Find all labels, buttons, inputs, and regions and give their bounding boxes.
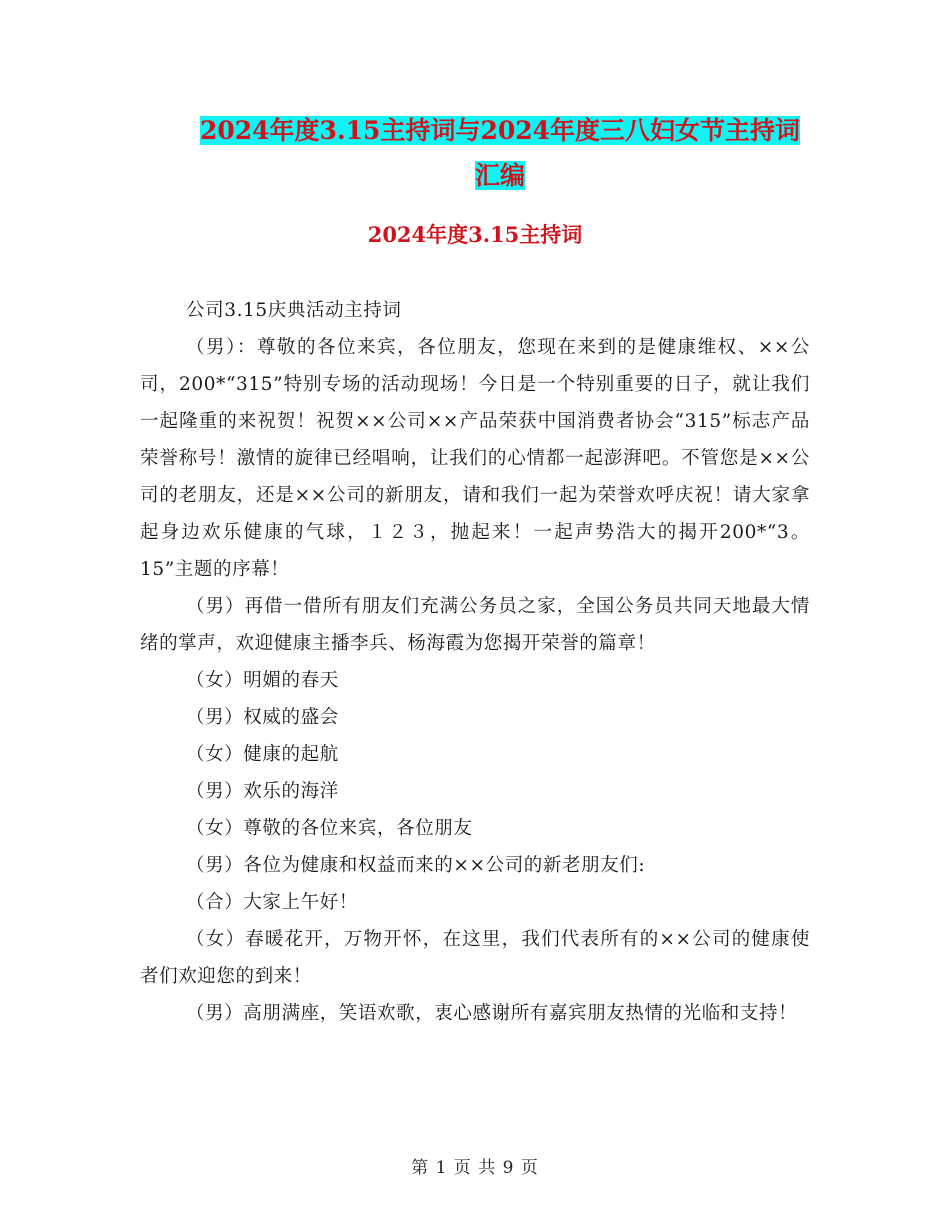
paragraph: （男）权威的盛会 [186,707,339,728]
paragraph: （男）高朋满座，笑语欢歌，衷心感谢所有嘉宾朋友热情的光临和支持！ [186,1003,798,1024]
title-line-2: 汇编 [474,161,525,190]
page-footer: 第 1 页 共 9 页 [411,1158,539,1178]
paragraph: （女）春暖花开，万物开怀，在这里，我们代表所有的××公司的健康使者们欢迎您的到来！ [140,929,810,987]
title-line-1: 2024年度3.15主持词与2024年度三八妇女节主持词 [199,116,801,145]
document-title [140,108,860,198]
paragraph: （男）：尊敬的各位来宾，各位朋友，您现在来到的是健康维权、××公司，200*“315”特别专场的活动现场！今日是一个特别重要的日子，就让我们一起隆重的来祝贺！祝贺××公司××产品荣获中国消费者协会“315”标志产品荣誉称号！激情的旋律已经唱响，让我们的心情都一起澎湃吧。不管您是××公司的老朋友，还是××公司的新朋友，请和我们一起为荣誉欢呼庆祝！请大家拿起身边欢乐健康的气球，１２３，抛起来！一起声势浩大的揭开200*“3。15”主题的序幕！ [140,337,810,580]
paragraph: （男）再借一借所有朋友们充满公务员之家，全国公务员共同天地最大情绪的掌声，欢迎健康主播李兵、杨海霞为您揭开荣誉的篇章！ [140,596,810,654]
paragraph: 公司3.15庆典活动主持词 [186,300,402,321]
paragraph: （女）明媚的春天 [186,670,339,691]
paragraph: （男）欢乐的海洋 [186,781,339,802]
section-heading: 2024年度3.15主持词 [367,222,583,247]
paragraph: （女）尊敬的各位来宾，各位朋友 [186,818,473,839]
document-body [140,292,810,1032]
paragraph: （男）各位为健康和权益而来的××公司的新老朋友们: [186,855,646,876]
paragraph: （合）大家上午好！ [186,892,358,913]
paragraph: （女）健康的起航 [186,744,339,765]
